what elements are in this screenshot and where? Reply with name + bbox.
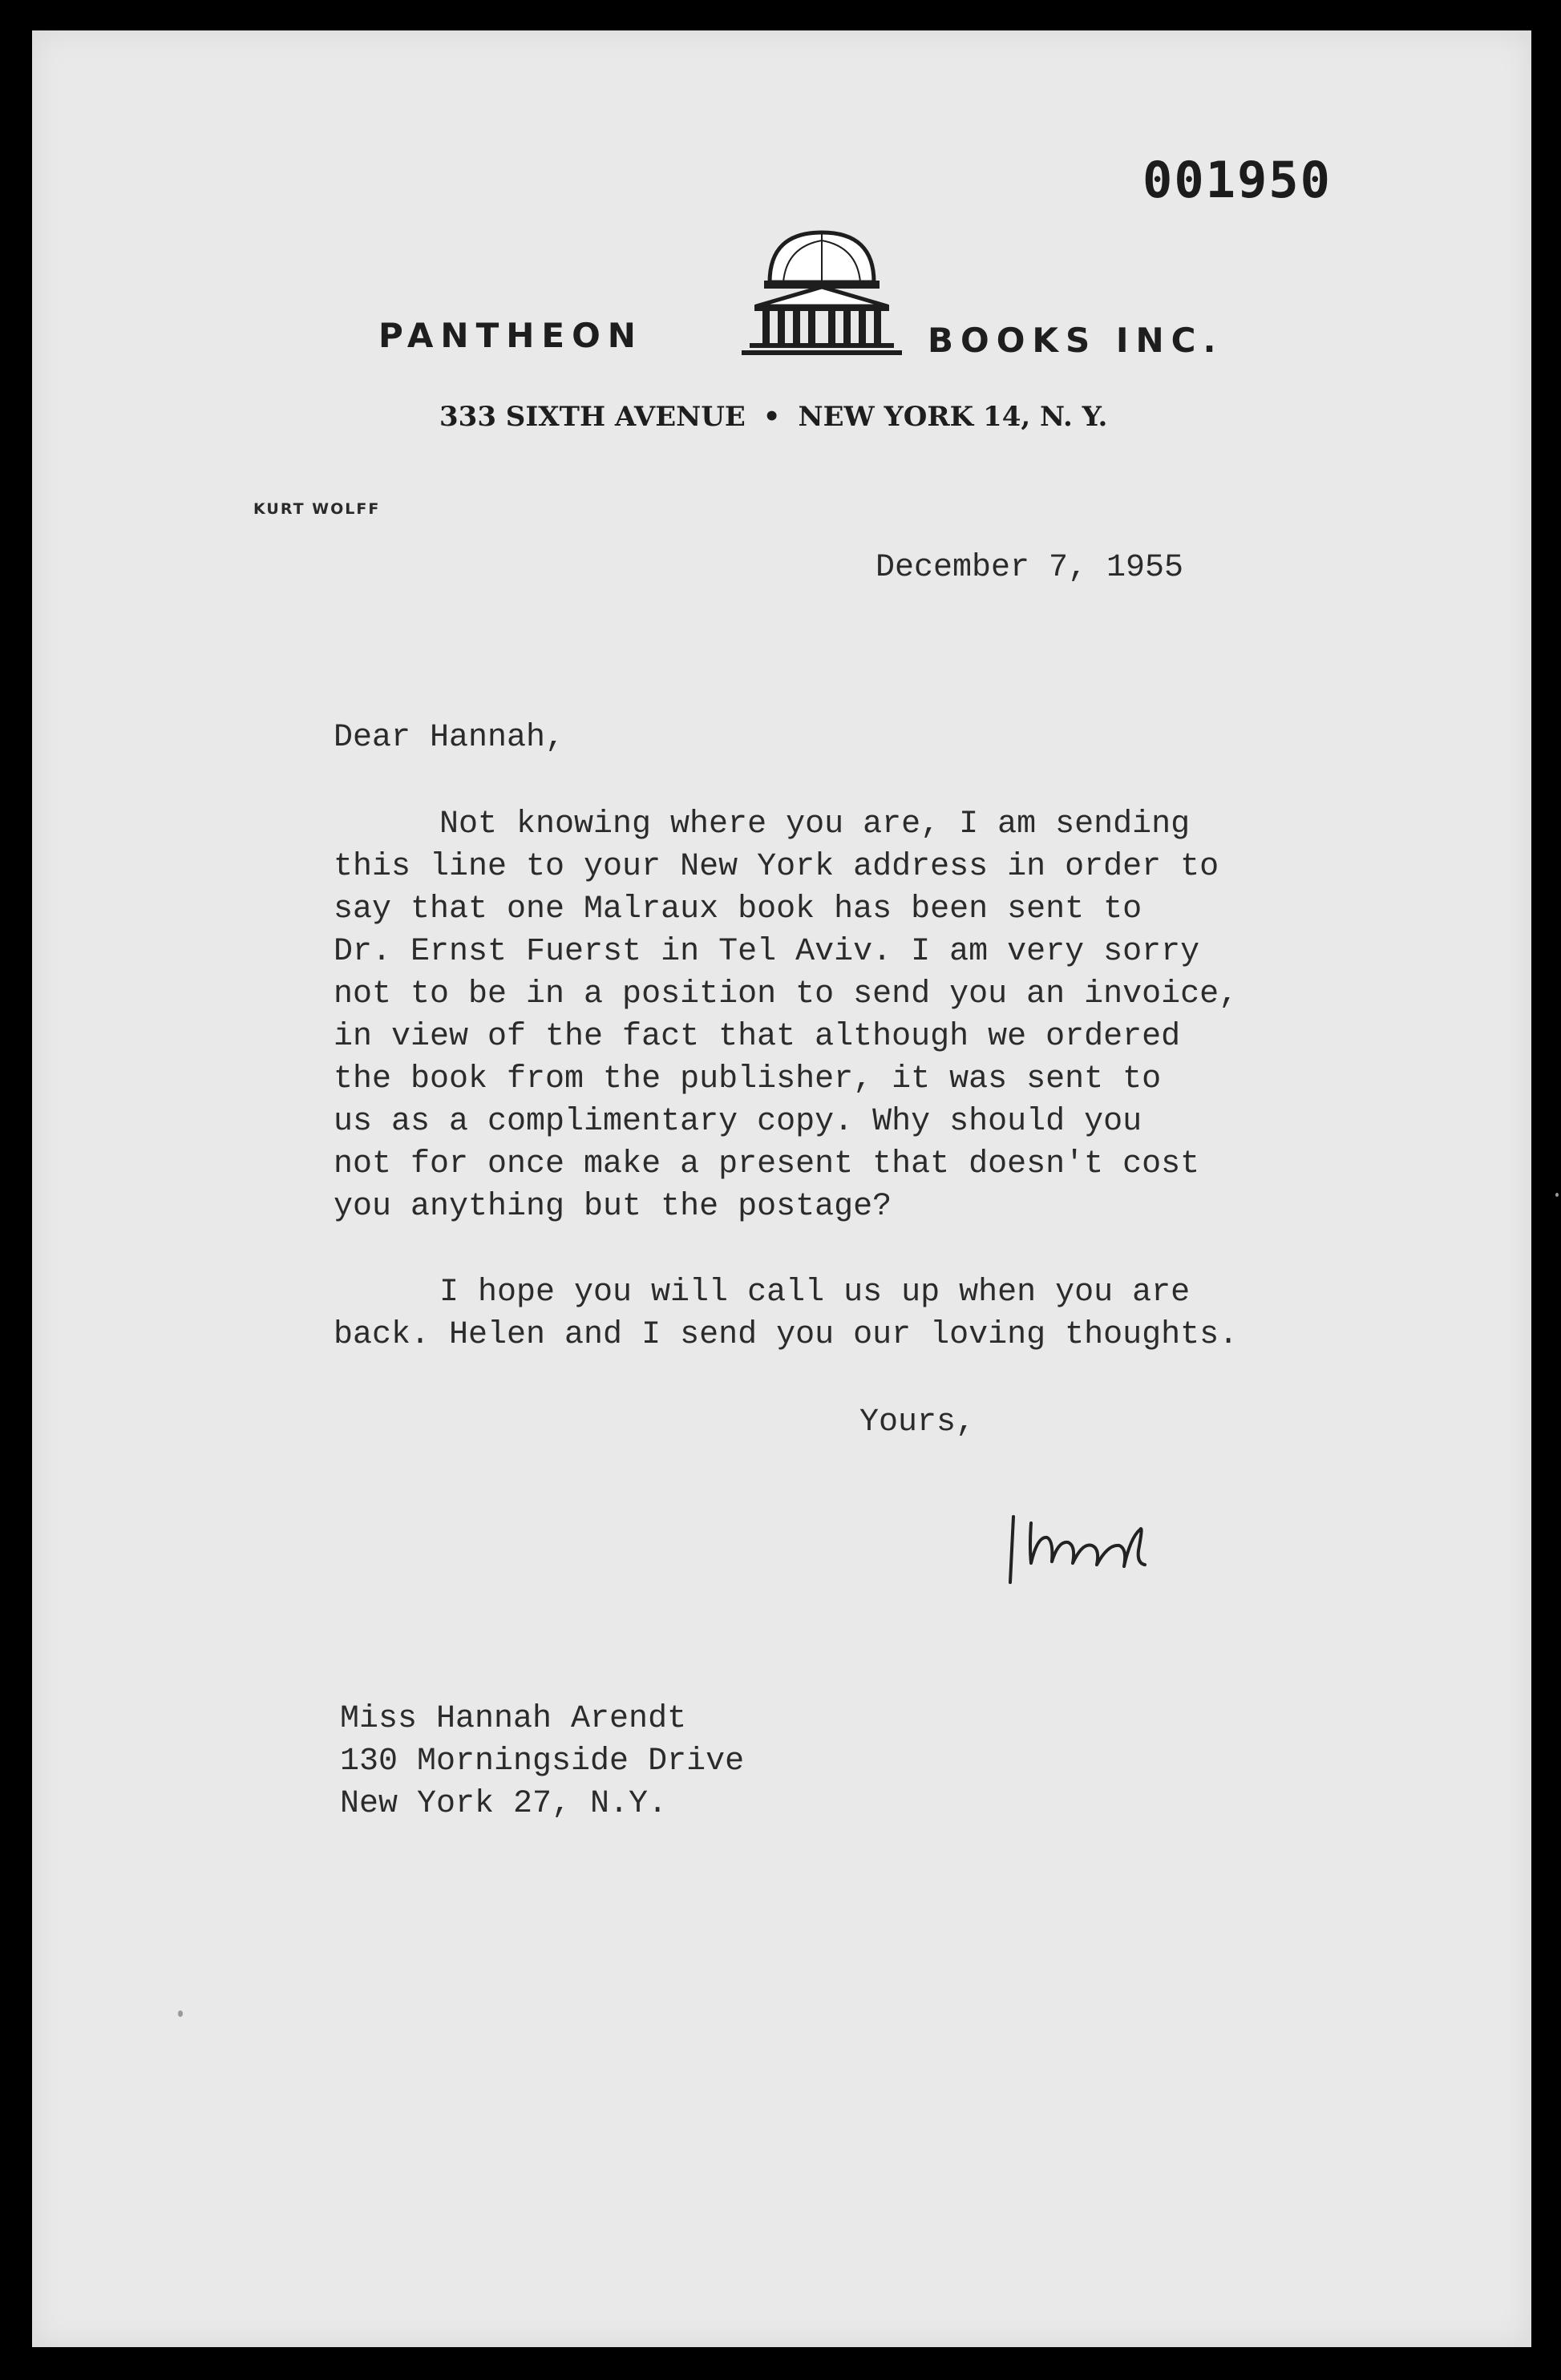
paragraph-line: in view of the fact that although we ordered [334, 1019, 1181, 1055]
recipient-address [340, 1698, 744, 1825]
letterhead-address [439, 401, 1107, 433]
letter-sheet [32, 30, 1531, 2347]
paper-speck [1555, 1193, 1559, 1197]
paragraph-line: you anything but the postage? [334, 1189, 892, 1225]
letterhead-name-left: PANTHEON [378, 316, 643, 355]
body-paragraph-1 [334, 803, 1238, 1228]
paragraph-line: not for once make a present that doesn't cost [334, 1146, 1200, 1182]
letterhead-name-right: BOOKS INC. [928, 321, 1223, 360]
pantheon-building-icon [742, 226, 902, 359]
letter-date: December 7, 1955 [876, 550, 1184, 586]
address-street: 333 SIXTH AVENUE [439, 401, 746, 433]
paragraph-line: the book from the publisher, it was sent to [334, 1061, 1162, 1097]
archive-number-stamp: 001950 [1142, 151, 1332, 209]
paragraph-line: us as a complimentary copy. Why should you [334, 1104, 1142, 1140]
salutation: Dear Hannah, [334, 720, 565, 756]
body-paragraph-2 [334, 1271, 1238, 1356]
recipient-line: 130 Morningside Drive [340, 1744, 745, 1780]
recipient-line: New York 27, N.Y. [340, 1786, 668, 1822]
paper-speck [178, 2010, 183, 2017]
paragraph-line: this line to your New York address in order to [334, 849, 1219, 885]
closing: Yours, [859, 1404, 976, 1441]
paragraph-line: say that one Malraux book has been sent to [334, 891, 1142, 927]
handwritten-signature-icon [1002, 1505, 1195, 1586]
paragraph-line: I hope you will call us up when you are [439, 1275, 1191, 1311]
paragraph-line: Not knowing where you are, I am sending [439, 806, 1191, 842]
paragraph-line: Dr. Ernst Fuerst in Tel Aviv. I am very sorry [334, 934, 1200, 970]
recipient-line: Miss Hannah Arendt [340, 1701, 687, 1737]
address-city: NEW YORK 14, N. Y. [798, 401, 1108, 433]
address-separator: • [762, 401, 781, 433]
letterhead-staff-name: KURT WOLFF [253, 500, 381, 518]
paragraph-line: not to be in a position to send you an invoice, [334, 976, 1239, 1012]
paragraph-line: back. Helen and I send you our loving thoughts. [334, 1317, 1239, 1353]
